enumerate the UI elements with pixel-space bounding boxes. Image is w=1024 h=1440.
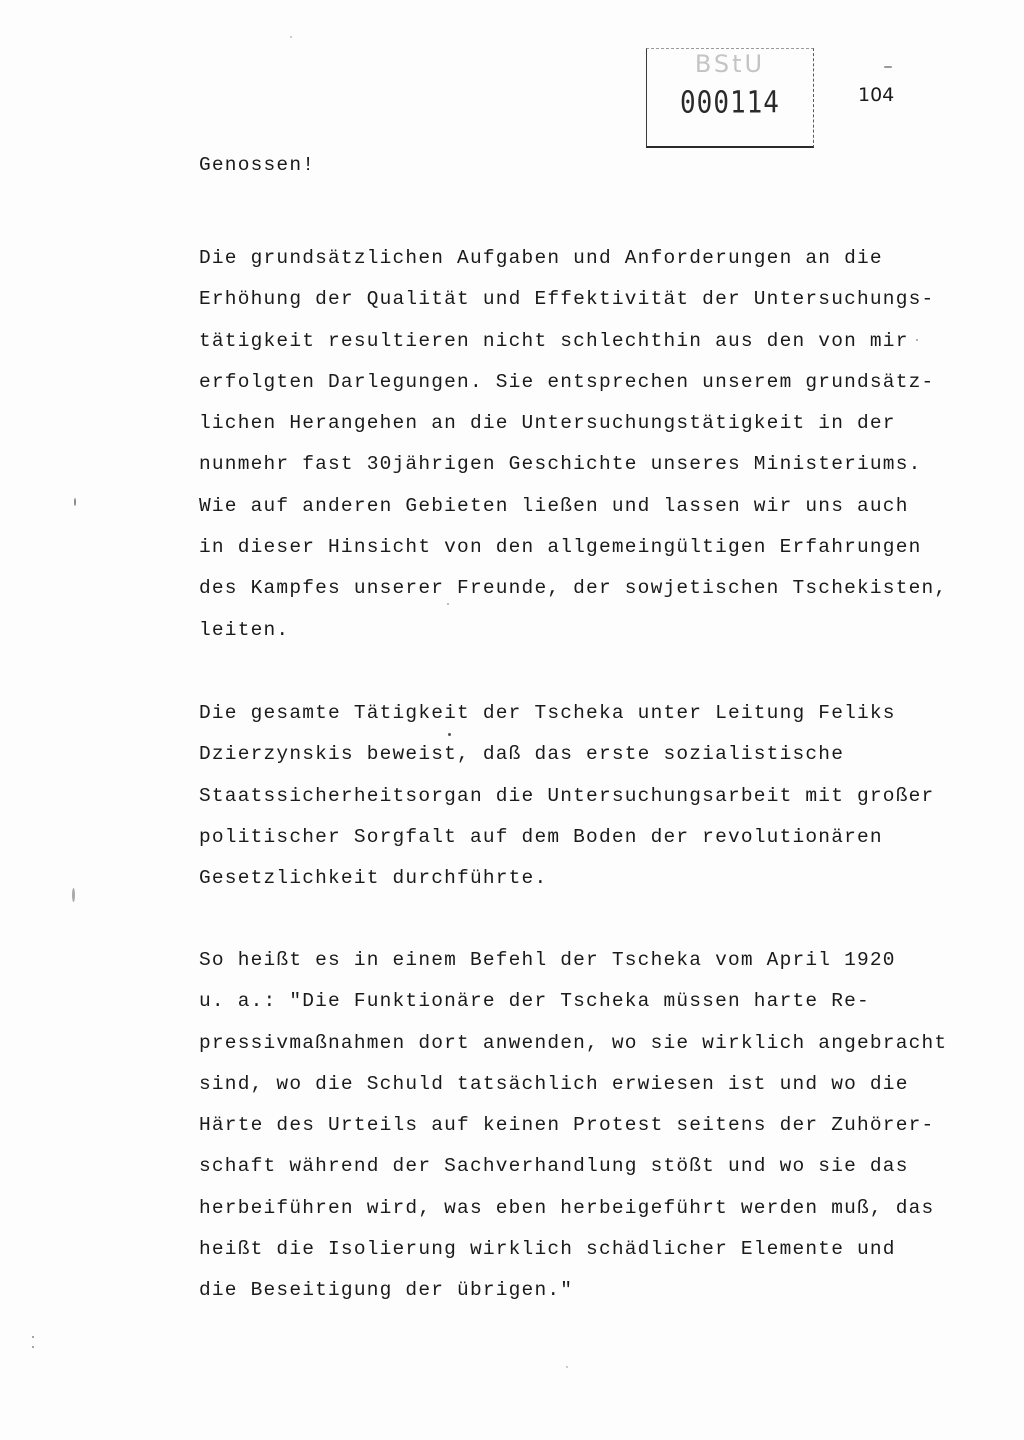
scan-speck bbox=[566, 1366, 568, 1368]
page-number: 104 bbox=[858, 84, 895, 106]
paragraph-2: Die gesamte Tätigkeit der Tscheka unter Leitung Feliks Dzierzynskis beweist, daß das erste sozialistische Staatssicherheitsorgan die Untersuchungsarbeit mit großer politischer Sorgfalt auf dem Boden der revolutionären Gesetzlichkeit durchführte. bbox=[199, 702, 935, 890]
paragraph-1: Die grundsätzlichen Aufgaben und Anforderungen an die Erhöhung der Qualität und Effektivität der Untersuchungs- tätigkeit resultieren nicht schlechthin aus den von mir erfolgten Darlegungen. Sie entsprechen unserem grundsätz- lichen Herangehen an die Untersuchungstätigkeit in der nunmehr fast 30jährigen Geschichte unseres Ministeriums. Wie auf anderen Gebieten ließen und lassen wir uns auch in dieser Hinsicht von den allgemeingültigen Erfahrungen des Kampfes unserer Freunde, der sowjetischen Tschekisten, leiten. bbox=[199, 247, 948, 641]
stamp-agency: BStU bbox=[694, 50, 766, 78]
scan-speck bbox=[884, 66, 892, 68]
scan-speck bbox=[32, 1346, 34, 1348]
scan-speck bbox=[916, 339, 918, 341]
paragraph-3: So heißt es in einem Befehl der Tscheka vom April 1920 u. a.: "Die Funktionäre der Tscheka müssen harte Re- pressivmaßnahmen dort anwenden, wo sie wirklich angebracht sind, wo die Schuld tatsächlich erwiesen ist und wo die Härte des Urteils auf keinen Protest seitens der Zuhörer- schaft während der Sachverhandlung stößt und wo sie das herbeiführen wird, was eben herbeigeführt werden muß, das heißt die Isolierung wirklich schädlicher Elemente und die Beseitigung der übrigen." bbox=[199, 949, 948, 1302]
stamp-number: 000114 bbox=[680, 85, 780, 121]
scan-speck bbox=[32, 1336, 34, 1338]
scan-speck bbox=[447, 603, 449, 605]
scan-speck bbox=[290, 36, 292, 38]
scan-speck bbox=[74, 498, 76, 506]
archive-stamp bbox=[646, 48, 814, 148]
scan-speck bbox=[448, 733, 451, 736]
scan-speck bbox=[72, 888, 75, 902]
salutation: Genossen! bbox=[199, 154, 316, 176]
